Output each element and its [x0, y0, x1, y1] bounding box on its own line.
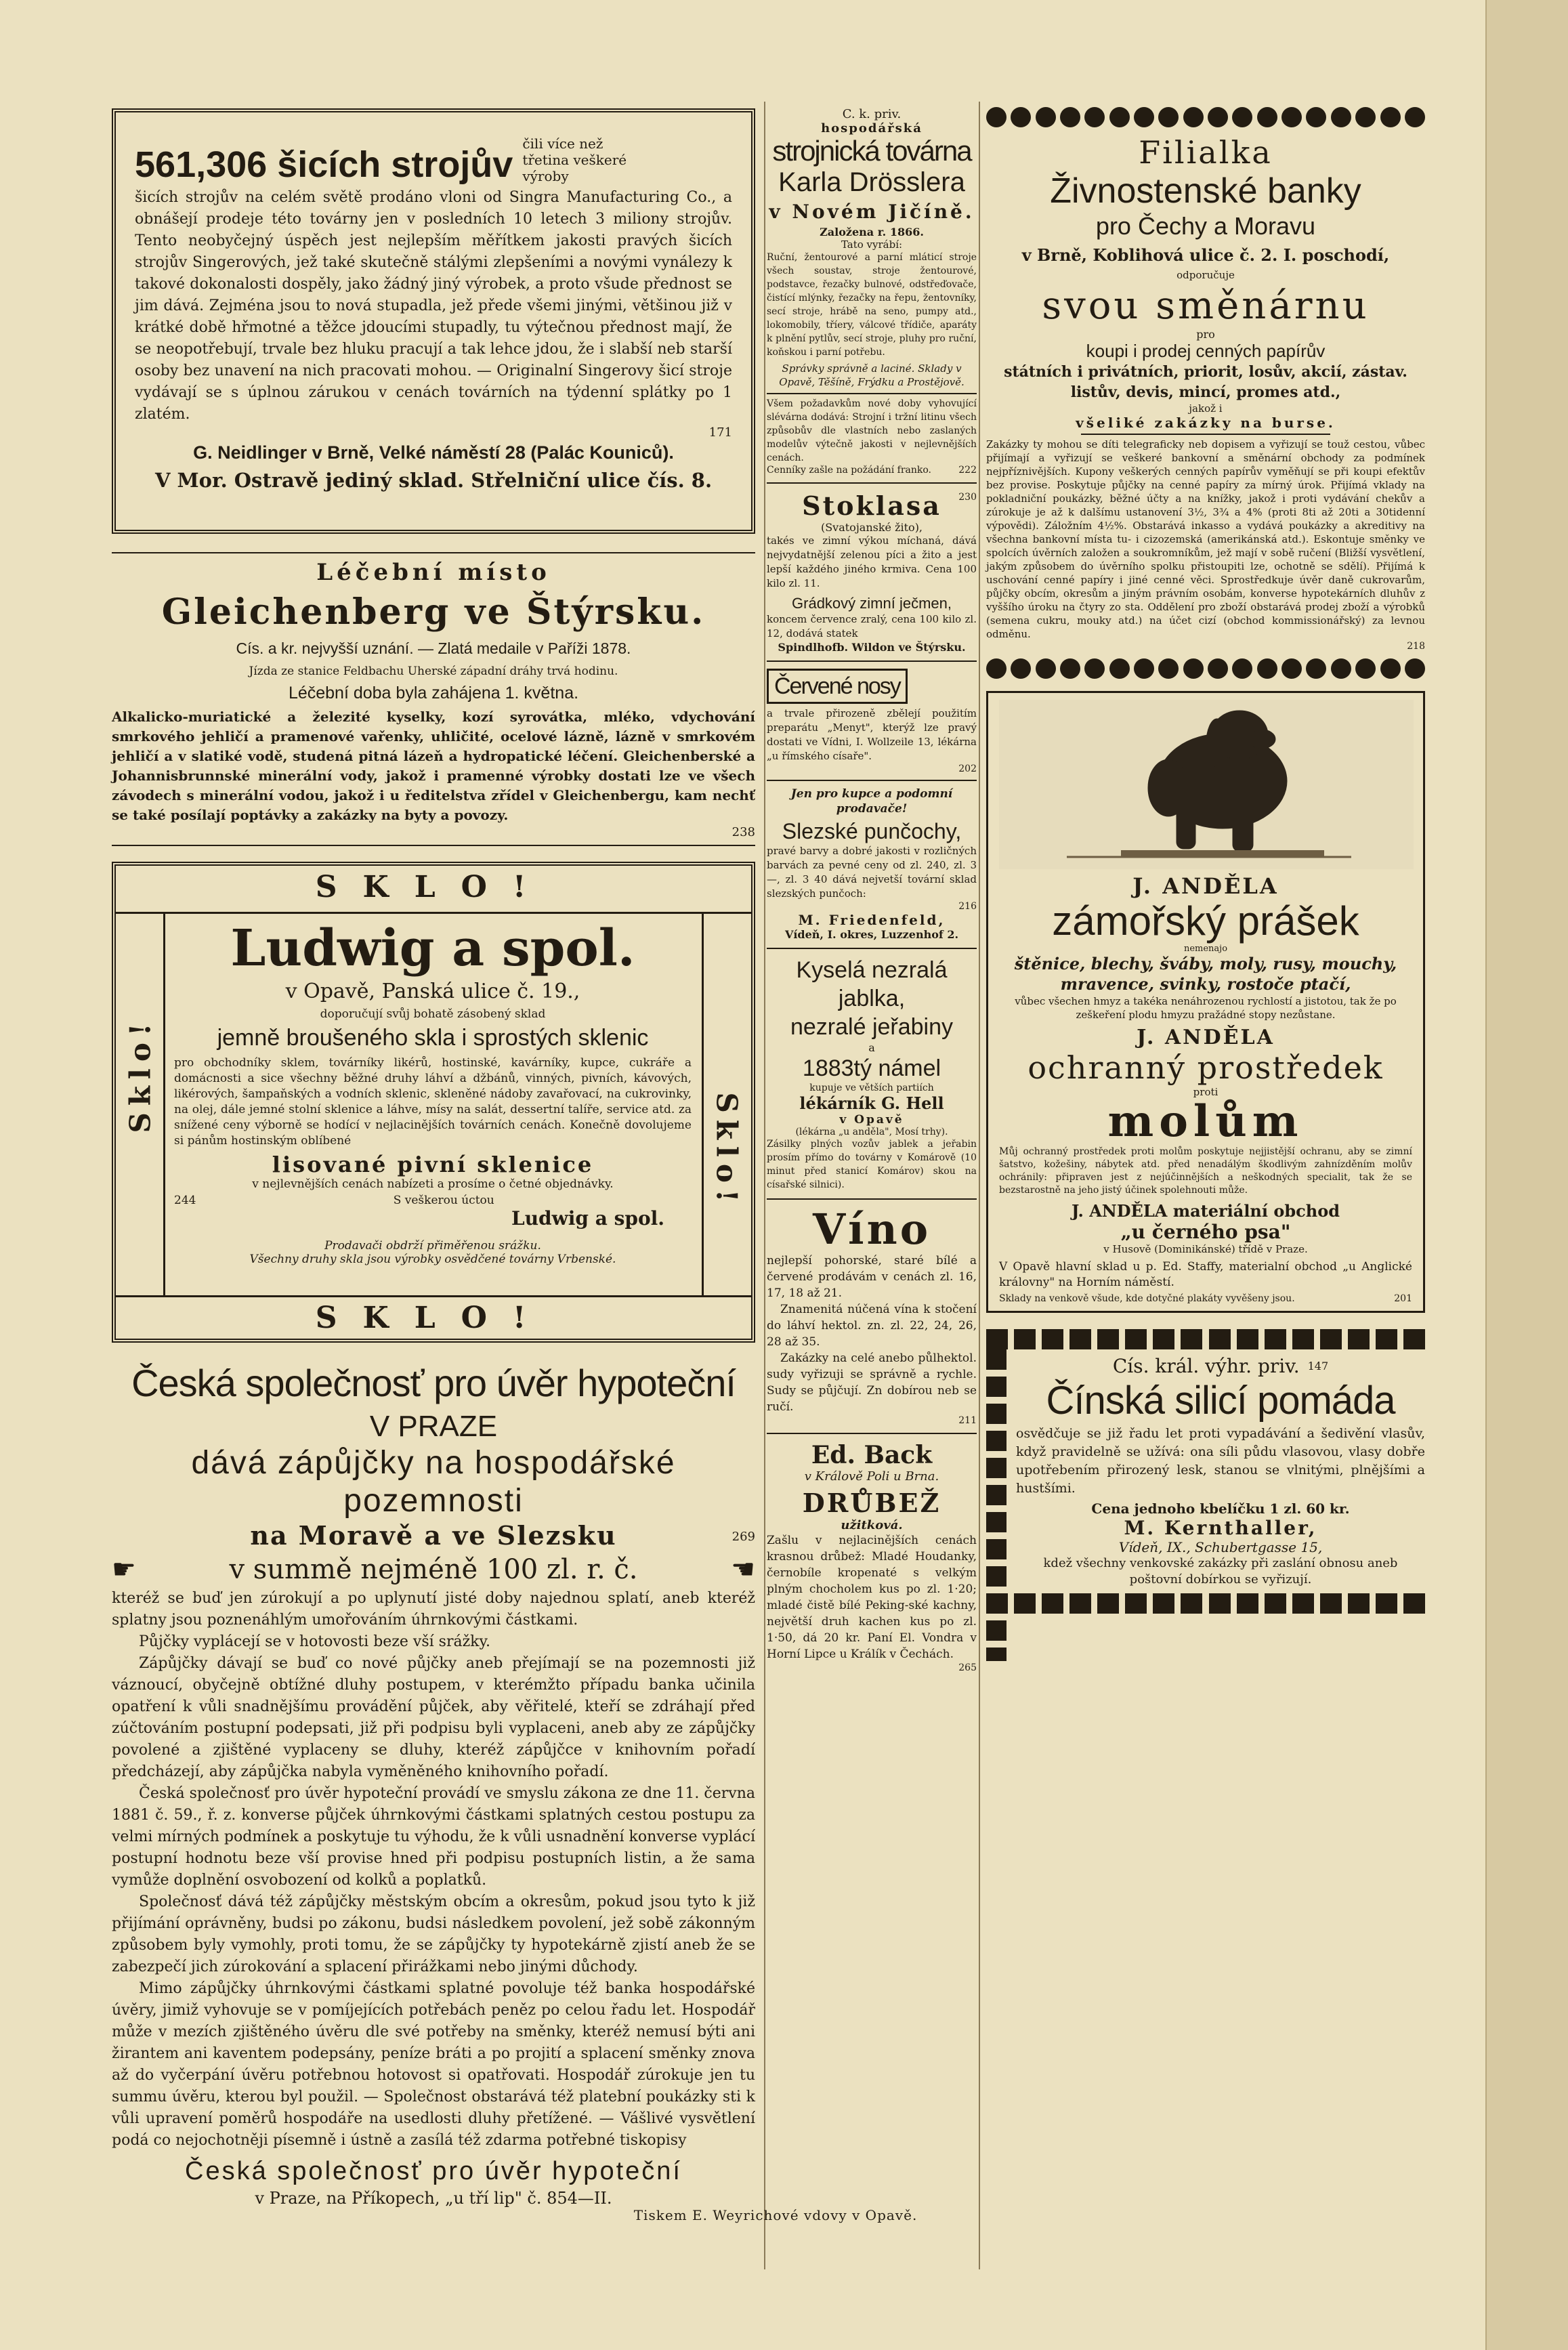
- gleich-note: Jízda ze stanice Feldbachu Uherské západní dráhy trvá hodinu.: [249, 665, 618, 678]
- bank-title: Filialka: [1139, 134, 1273, 171]
- back-town: v Králově Poli u Brna.: [804, 1469, 939, 1484]
- sklo-top: SKLO!: [315, 870, 552, 904]
- puncochy-addr: Vídeň, I. okres, Luzzenhof 2.: [784, 928, 959, 941]
- gleich-head: Léčební místo: [316, 559, 551, 586]
- andel-sklady: Sklady na venkově všude, kde dotyčné plakáty vyvěšeny jsou.: [999, 1293, 1295, 1304]
- andel-cerny: „u černého psa": [1120, 1221, 1291, 1243]
- sklo-recom: doporučují svůj bohatě zásobený sklad: [320, 1007, 546, 1021]
- hypo-p6: Mimo zápůjčky úhrnkovými částkami splatné povoluje též banka hospodářské úvěry, jimiž vyhovuje se v pomíjejících potřebách peněz po celou řadu let. Hospodář může v mezích zjištěného úvěru dle své potřeby na směnky, kteréž nemusí býti ani žirantem ani kaventem podepsány, peníze bráti a po projití a splacení směnky znova až do vyčerpání úvěru potřebnou hotovost si opatřovati. Hospodář zúrokuje jen tu summu úvěru, kterou byl použil. — Společnost obstarává též platební poukázky sti k vůli upravení poměrů hospodáře na usedlosti dluhy přetížené. — Vášlivé vysvětlení podá co nejochotněji písemně i ústně a zasílá též zdarma potřebné tiskopisy: [112, 1980, 755, 2149]
- sklo-rule-top: [116, 912, 751, 914]
- column-rule: [764, 102, 765, 2269]
- gleich-body: Alkalicko-muriatické a železité kyselky, kozí syrovátka, mléko, vdychování smrkového jehličí a pramenové vařenky, uhličité, ocelové lázně, lázně v smrkovém jehličí a v slatiké vodě, studená pitná lázeň a hydropatické léčení. Gleichenberské a Johannisbrunnské minerální vody, jakož i pramenné výrobky dostati lze ve všech závodech s minerální vodou, jakož i u ředitelstva zřídel v Gleichenbergu, kam nechť se také posílají poptávky a zakázky na byty a povozy.: [112, 709, 755, 823]
- bank-pro: pro: [1196, 328, 1215, 341]
- puncochy-ad: [767, 786, 977, 941]
- bank-burse: všeliké zakázky na burse.: [1076, 415, 1336, 431]
- singer-ad: [112, 108, 755, 534]
- sklo-side-right: Sklo!: [710, 1092, 744, 1209]
- hypo-p2: Půjčky vyplácejí se v hotovosti beze vší srážky.: [139, 1633, 491, 1650]
- ornament-dots-top: [986, 107, 1425, 127]
- pomada-title: Čínská silicí pomáda: [1046, 1379, 1395, 1423]
- pomada-price: Cena jednoho kbelíčku 1 zl. 60 kr.: [1091, 1501, 1350, 1517]
- andel-shop: J. ANDĚLA materiální obchod: [1071, 1201, 1340, 1221]
- nosy-ad: [767, 669, 977, 704]
- jablka-a: a: [868, 1041, 875, 1054]
- singer-num: 171: [708, 425, 732, 440]
- divider: [1081, 434, 1330, 435]
- bank-addr: v Brně, Koblihová ulice č. 2. I. poschodí,: [1021, 245, 1390, 265]
- middle-column: [767, 107, 977, 1673]
- back-body: Zašlu v nejlacinějších cenách krasnou drůbež: Mladé Houdanky, černobíle kropenaté s velkým plným chocholem kus po zl. 1·20; mladé čistě bílé Peking-ské kachny, největší druh kachen kus po zl. 1·50, dá 20 kr. Paní El. Vondra v Horní Lipce u Králík v Čechách.: [767, 1534, 977, 1661]
- sklo-kinds: Všechny druhy skla jsou výrobky osvědčené továrny Vrbenské.: [249, 1253, 616, 1266]
- andel-against: štěnice, blechy, šváby, moly, rusy, mouchy, mravence, svinky, rostoče ptačí,: [1014, 954, 1397, 994]
- nosy-num: 202: [958, 763, 977, 774]
- jablka-l2: jablka,: [838, 986, 906, 1011]
- gleich-num: 238: [732, 825, 755, 839]
- jablka-buys: kupuje ve větších partiích: [809, 1083, 934, 1093]
- bank-num: 218: [1407, 641, 1425, 652]
- vino-ad: [767, 1204, 977, 1426]
- pointing-hand-left-icon: ☚: [731, 1554, 755, 1585]
- gleich-season: Léčební doba byla zahájena 1. května.: [288, 684, 579, 702]
- back-sub: užitková.: [841, 1518, 903, 1532]
- sklo-side-left: Sklo!: [123, 1016, 157, 1133]
- gleich-title: Gleichenberg ve Štýrsku.: [161, 591, 706, 633]
- jablka-ad: [767, 956, 977, 1192]
- bank-list: státních i privátních, priorit, losův, akcií, zástav. listův, devis, mincí, promes atd.,: [1004, 363, 1407, 401]
- jablka-l3: nezralé jeřabiny: [790, 1014, 954, 1040]
- pomada-body: osvědčuje se již řadu let proti vypadávání a šedivění vlasův, když pravidelně se užívá: ona síli půdu vlasovou, vlasy dobře upotřebením přirozený lesk, stanou se vlnitými, plnějšími a hustšími.: [1016, 1426, 1425, 1496]
- pomada-firm: M. Kernthaller,: [1124, 1517, 1317, 1539]
- nosy-body: a trvale přirozeně zbělejí použitím preparátu „Menyt", kterýž lze pravý dostati ve Vídni, I. Wollzeile 13, lékárna „u římského císaře".: [767, 707, 977, 762]
- nosy-title: Červené nosy: [774, 673, 900, 699]
- vino-num: 211: [958, 1415, 977, 1426]
- bank-smen: svou směnárnu: [1042, 284, 1370, 328]
- sklo-tail: v nejlevnějších cenách nabízeti a prosíme o četné objednávky.: [252, 1177, 614, 1191]
- jablka-who: lékárník G. Hell: [799, 1093, 944, 1113]
- vino-body: nejlepší pohorské, staré bílé a červené prodávám v cenách zl. 16, 17, 18 až 21.: [767, 1254, 977, 1300]
- gleichenberg-ad: [112, 552, 755, 846]
- pomada-tail: kdež všechny venkovské zakázky při zaslání obnosu aneb poštovní dobírkou se vyřizují.: [1043, 1556, 1398, 1587]
- divider: [767, 1433, 977, 1434]
- puncochy-sign: M. Friedenfeld,: [798, 912, 946, 928]
- droessler-ck: C. k. priv.: [842, 107, 902, 121]
- sklo-sign: Ludwig a spol.: [511, 1207, 664, 1230]
- andel-body: vůbec všechen hmyz a takéka nenáhrozenou rychlostí a jistotou, tak že po zeškeření plodu hmyzu pražádné stopy nezůstane.: [1015, 995, 1397, 1021]
- jablka-l4: 1883tý námel: [802, 1055, 941, 1081]
- jablka-apo: (lékárna „u anděla", Mosí trhy).: [795, 1127, 948, 1137]
- hypo-city: V PRAZE: [369, 1410, 498, 1443]
- hypo-foot1: Česká společnosť pro úvěr hypoteční: [185, 2157, 682, 2185]
- page-edge: [1485, 0, 1568, 2350]
- bank-for: pro Čechy a Moravu: [1095, 212, 1316, 240]
- droessler-prices: Cenníky zašle na požádání franko.: [767, 465, 932, 476]
- andel-num: 201: [1394, 1293, 1412, 1304]
- stoklasa-jecmen: Grádkový zimní ječmen,: [792, 595, 952, 612]
- andel-molum: molům: [1107, 1096, 1304, 1147]
- sklo-big: jemně broušeného skla i sprostých sklenic: [217, 1025, 649, 1051]
- sklo-addr: v Opavě, Panská ulice č. 19.,: [285, 980, 580, 1003]
- gleich-sub: Cís. a kr. nejvyšší uznání. — Zlatá medaile v Paříži 1878.: [236, 639, 631, 657]
- sklo-firm: Ludwig a spol.: [230, 919, 635, 978]
- stoklasa-ad: [767, 490, 977, 654]
- andel-name: J. ANDĚLA: [1132, 873, 1279, 899]
- sklo-bottom: SKLO!: [315, 1301, 552, 1335]
- droessler-foundry: Všem požadavkům nové doby vyhovující slévárna dodává: Strojní i tržní litinu všech způsobův dle vlastních nebo zaslaných modelův výtečně jakosti v nejlevnějších cenách.: [767, 398, 977, 463]
- singer-body: šicích strojův na celém světě prodáno vloni od Singra Manufacturing Co., a obnášejí prodeje této továrny jen v posledních 10 letech 3 miliony strojův. Tento neobyčejný úspěch jest nejlepším měřítkem jakosti pravých šicích strojův Singerových, jež také skutečně stálými zlepšeními a novými vynálezy k takové dokonalosti dospěly, jako žádný jiný výrobek, a proto všude přednost se jim dává. Zejména jsou to nová stupadla, jež přede všemi jinými, většinou již v krátké době hřmotné a těžce jdoucími stupadly, tu výtečnou přednost mají, že se neopotřebují, trvale bez hluku pracují a tak lehce jdou, že i slabší neb starší osoby bez unavení na nich pracovati mohou. — Originalní Singerovy šicí stroje vydávají se s úplnou zárukou v cenách továrních na týdenní splátky po 1 zlatém.: [135, 189, 732, 423]
- vino-p2: Znamenitá núčená vína k stočení do láhví hektol. zn. zl. 22, 24, 26, 28 až 35.: [767, 1303, 977, 1349]
- hypo-p4: Česká společnosť pro úvěr hypoteční provádí ve smyslu zákona ze dne 11. června 1881 č. 59., ř. z. konverse půjček úhrnkovými částkami splatných cestou postupu za velmi mírných podmínek a poskytuje tu výhodu, že k vůli usnadnění konverse vyplácí postupní hodnotu beze vší provise hned při podpisu postupních listin, a že sama vymůže doplnění osvobození od kolků a poplatků.: [112, 1785, 755, 1889]
- back-ad: [767, 1441, 977, 1673]
- jablka-town: v Opavě: [839, 1113, 904, 1127]
- ornament-meander-top: [986, 1329, 1425, 1349]
- column-rule: [979, 102, 980, 2269]
- hypo-p1: kteréž se buď jen zúrokují a po uplynutí jisté doby najednou splatí, aneb kteréž splatny jsou poznenáhlým umořováním úhrnkovými částkami.: [112, 1590, 755, 1629]
- hypo-gives: dává zápůjčky na hospodářské pozemnosti: [191, 1445, 676, 1519]
- stoklasa-sub: (Svatojanské žito),: [820, 521, 923, 534]
- pomada-num: 147: [1307, 1360, 1329, 1372]
- droessler-stroj: strojnická továrna: [772, 135, 971, 167]
- stoklasa-title: Stoklasa: [802, 490, 941, 521]
- pomada-addr: Vídeň, IX., Schubertgasse 15,: [1118, 1539, 1323, 1555]
- puncochy-head: Jen pro kupce a podomní prodavače!: [790, 787, 953, 816]
- andel-opava: V Opavě hlavní sklad u p. Ed. Staffy, materialní obchod „u Anglické královny" na Horním náměstí.: [999, 1260, 1412, 1289]
- droessler-ad: [767, 107, 977, 476]
- printer-footer: Tiskem E. Weyrichové vdovy v Opavě.: [633, 2207, 918, 2223]
- singer-line2: V Mor. Ostravě jediný sklad. Střelniční ulice čís. 8.: [154, 469, 713, 492]
- singer-small: čili více než třetina veškeré výroby: [522, 135, 627, 184]
- droessler-hosp: hospodářská: [821, 121, 923, 135]
- divider: [767, 482, 977, 484]
- right-column: [986, 107, 1425, 1614]
- droessler-vyrabi: Tato vyrábí:: [841, 238, 903, 251]
- pointing-hand-right-icon: ☛: [112, 1554, 136, 1585]
- andel-husov: v Husově (Dominikánské) třídě v Praze.: [1103, 1243, 1308, 1255]
- andel-ochr: ochranný prostředek: [1027, 1049, 1384, 1086]
- singer-line1: G. Neidlinger v Brně, Velké náměstí 28 (Palác Kouniců).: [193, 442, 674, 463]
- ornament-meander-left: [986, 1349, 1007, 1661]
- divider: [767, 780, 977, 781]
- droessler-name: Karla Drösslera: [778, 167, 965, 197]
- divider: [767, 393, 977, 394]
- sklo-num: 244: [174, 1194, 196, 1207]
- bank-jakoz: jakož i: [1189, 402, 1223, 415]
- divider: [767, 660, 977, 662]
- andel-body2: Můj ochranný prostředek proti molům poskytuje nejjistější ochranu, aby se zimní šatstvo, kožešiny, nábytek atd. před nenadálým škodlivým zahnízděním molův ochránily: připraven jest z nejúčinnějších a neškodných specialit, tak že se bezstarostně na jeho jistý účinek spolehnouti může.: [999, 1146, 1412, 1196]
- jablka-l1: Kyselá nezralá: [796, 957, 948, 983]
- sklo-body: pro obchodníky sklem, továrníky likérů, hostinské, kavárníky, kupce, cukráře a domácnosti a sice všechny běžné druhy láhví a džbánů, vinných, pivních, kávových, likérových, šampaňských a vodních sklenic, skleněné nádoby zavařovací, na cukrovinky, na olej, dále jemné stolní sklenice a láhve, mísy na salát, dessertní talíře, service atd. za snížené ceny výborně se hodící v nejlacinějších továrních cenách. Konečně dovolujeme si pánům hostinským oblíbené: [174, 1056, 692, 1148]
- hypo-foot2: v Praze, na Příkopech, „u tří lip" č. 854—II.: [255, 2189, 612, 2208]
- andel-neznamy: nemenajo: [1183, 944, 1228, 954]
- bank-body: Zakázky ty mohou se díti telegraficky neb dopisem a vyřizují se touž cestou, vůbec přijímají a vyřizují se veškeré bankovní a směnární obchody za podmínek nejpříznivějších. Kupony veškerých cenných papírův vyměňují se při koupi efektův bez provise. Poskytuje půjčky na cenné papíry za mírný úrok. Přijímá vklady na pokladniční poukázky, běžné účty a na knížky, jakož i proti vydávání chekův a zúrokuje je až k dalšímu ustanovení 3½, 3¾ a 4% (proti 8ti až 20ti a 30tidenní výpovědi). Záložním 4½%. Obstarává inkasso a vydává poukázky a akreditivy na všechna bankovní místa tu- i cizozemská (amerikánská atd.). Eskontuje směnky ve spolcích úvěrních založen a soukromníkům, jež mají v sobě ručení (Bližší vysvětlení, jakým způsobem do úvěrního spolku přistoupiti lze, ochotně se sdělí). Přijímá k uschování cenné papíry i jiné cenné věci. Sprostředkuje úvěr daně cukrovarům, půjčky obcím, okresům a jiným právním osobám, konverse hypotekárních dluhův z vyššího úroku na čtyry zo sta. Oddělení pro zboží obstarává prodej zboží a výrobků (semena cukru, mouky atd.) na účet cizí (obchod kommissionářský) za levnou odměnu.: [986, 438, 1425, 640]
- vino-title: Víno: [812, 1204, 931, 1254]
- stoklasa-body2: koncem července zralý, cena 100 kilo zl. 12, dodává statek: [767, 613, 977, 639]
- andel-name2: J. ANDĚLA: [1137, 1026, 1275, 1049]
- puncochy-body: pravé barvy a dobré jakosti v rozličných barvách za pevné ceny od zl. 240, zl. 3—, zl. 3 40 dává nejvetší tovární sklad slezských punčoch:: [767, 845, 977, 900]
- back-name: Ed. Back: [811, 1441, 933, 1469]
- bank-recom: odporučuje: [1177, 269, 1235, 281]
- singer-big: 561,306 šicích strojův: [135, 144, 513, 185]
- divider: [767, 948, 977, 949]
- ornament-meander-bottom: [986, 1593, 1425, 1614]
- back-title: DRŮBEŽ: [802, 1488, 941, 1518]
- droessler-num: 222: [958, 465, 977, 476]
- andel-proti: proti: [1193, 1086, 1219, 1098]
- bank-name: Živnostenské banky: [1050, 171, 1361, 211]
- hypo-sum: v summě nejméně 100 zl. r. č.: [229, 1554, 638, 1585]
- ornament-dots-bottom: [986, 658, 1425, 679]
- droessler-body: Ruční, žentourové a parní mláticí stroje všech soustav, stroje žentourové, podstavce, řezačky bulnové, odstřeďovače, čistící mlýnky, řezačky na řepu, žentovníky, secí stroje, hrábě na seno, pumpy atd., lokomobily, tříery, válcové třídiče, aparáty k plnění pytlův, secí stroje, pluhy pro ruční, koňskou i parní potřebu.: [767, 252, 977, 358]
- sklo-dealers: Prodavači obdrží přiměřenou srážku.: [324, 1239, 541, 1253]
- bank-ad: [986, 134, 1425, 652]
- puncochy-num: 216: [958, 901, 977, 912]
- hypo-where: na Moravě a ve Slezsku: [250, 1520, 617, 1551]
- hypo-p5: Společnosť dává též zápůjčky městským obcím a okresům, pokud jsou tyto k již přijímání oprávněny, budsi po zákonu, budsi následkem povolení, jež sobě zákonným způsobem byly vymohly, proti tomu, že se zápůjčky ty hypotekárně zjistí aneb že se zabezpečí jich zúrokování a splacení přirážkami nebo jinými důchody.: [112, 1893, 755, 1975]
- dog-illustration-icon: [999, 700, 1414, 869]
- divider: [767, 1198, 977, 1200]
- jablka-body: Zásilky plných vozův jablek a jeřabin prosím přímo do továrny v Komárově (10 minut před stanicí Komárov) skou na císařské silnici).: [767, 1139, 977, 1190]
- hypo-title: Česká společnosť pro úvěr hypoteční: [131, 1362, 736, 1404]
- hypo-p3: Zápůjčky dávají se buď co nové půjčky aneb přejímají se na pozemnosti již váznoucí, obyčejně obtížné dluhy postupem, v kterémžto případu banka učinila opatření k vůli snadnějšímu provádění půjček, aby věřitelé, kteří se zdráhají před zúčtováním postupní podepsati, již při podpisu byli vyplaceni, aneb aby ze zápůjčky povolené a zjištěné vyplaceny se dluhy, kteréž zápůjčce v knihovním pořadí předcházejí, aby zápůjčka nabyla vyměněného knihovního pořadí.: [112, 1655, 755, 1780]
- bank-buy: koupi i prodej cenných papírův: [1086, 341, 1326, 361]
- sklo-respect: S veškerou úctou: [393, 1194, 494, 1207]
- divider: [112, 845, 755, 846]
- stoklasa-sign: Spindlhofb. Wildon ve Štýrsku.: [778, 641, 966, 654]
- puncochy-title: Slezské punčochy,: [782, 819, 962, 843]
- singer-headline: [135, 135, 732, 184]
- sklo-rule-left: [163, 912, 165, 1295]
- andel-ad: [986, 691, 1425, 1313]
- pomada-ad: [986, 1329, 1425, 1614]
- vino-p3: Zakázky na celé anebo půlhektol. sudy vyřizuji se správně a rychle. Sudy se půjčují. Zn dobírou neb se ručí.: [767, 1351, 977, 1414]
- droessler-founded: Založena r. 1866.: [820, 226, 924, 238]
- sklo-rule-bottom: [116, 1295, 751, 1297]
- droessler-repair: Správky správně a laciné. Sklady v Opavě, Těšíně, Frýdku a Prostějově.: [779, 362, 965, 388]
- hypo-num: 269: [732, 1530, 755, 1544]
- stoklasa-num: 230: [958, 492, 977, 503]
- hypo-ad: [112, 1362, 755, 2208]
- droessler-town: v Novém Jičíně.: [769, 201, 975, 223]
- stoklasa-body: takés ve zimní výkou míchaná, dává nejvydatnější zelenou píci a žito a jest lepší každého jiného krmiva. Cena 100 kilo zl. 11.: [767, 534, 977, 589]
- pomada-top: Cís. král. výhr. priv.: [1112, 1355, 1300, 1377]
- back-num: 265: [958, 1662, 977, 1673]
- sklo-rule-right: [702, 912, 704, 1295]
- sklo-ad: [112, 862, 755, 1343]
- andel-title: zámořský prášek: [1052, 898, 1359, 944]
- divider: [112, 552, 755, 553]
- sklo-litov: lisované pivní sklenice: [272, 1152, 594, 1177]
